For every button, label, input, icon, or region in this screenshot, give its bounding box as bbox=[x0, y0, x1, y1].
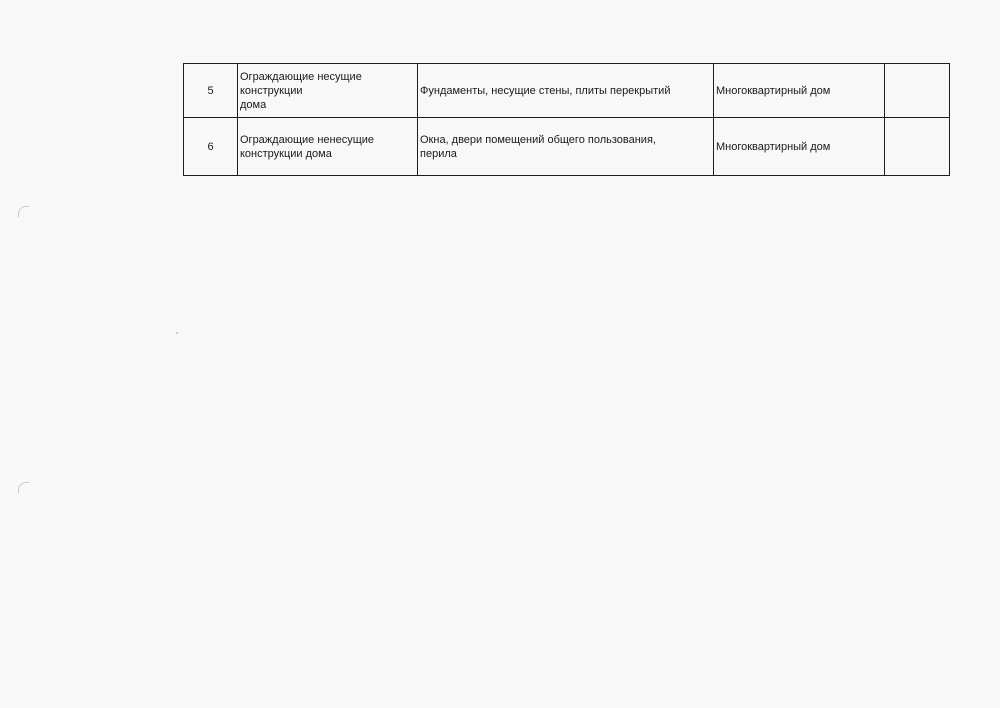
element-description-text: Окна, двери помещений общего пользования, перила bbox=[420, 133, 656, 160]
row-number: 6 bbox=[184, 118, 238, 176]
table-row bbox=[184, 118, 950, 176]
element-name bbox=[238, 64, 418, 118]
object-type: Многоквартирный дом bbox=[714, 118, 885, 176]
property-table bbox=[183, 63, 950, 176]
element-name bbox=[238, 118, 418, 176]
scan-artifact bbox=[176, 332, 178, 334]
row-number: 5 bbox=[184, 64, 238, 118]
element-name-text: Ограждающие ненесущие конструкции дома bbox=[240, 133, 375, 160]
element-name-text: Ограждающие несущие конструкции дома bbox=[240, 70, 362, 111]
object-type: Многоквартирный дом bbox=[714, 64, 885, 118]
empty-cell bbox=[885, 64, 950, 118]
table-row bbox=[184, 64, 950, 118]
element-description bbox=[418, 118, 714, 176]
element-description: Фундаменты, несущие стены, плиты перекрытий bbox=[418, 64, 714, 118]
empty-cell bbox=[885, 118, 950, 176]
scan-artifact bbox=[18, 206, 29, 217]
scan-artifact bbox=[18, 482, 29, 493]
